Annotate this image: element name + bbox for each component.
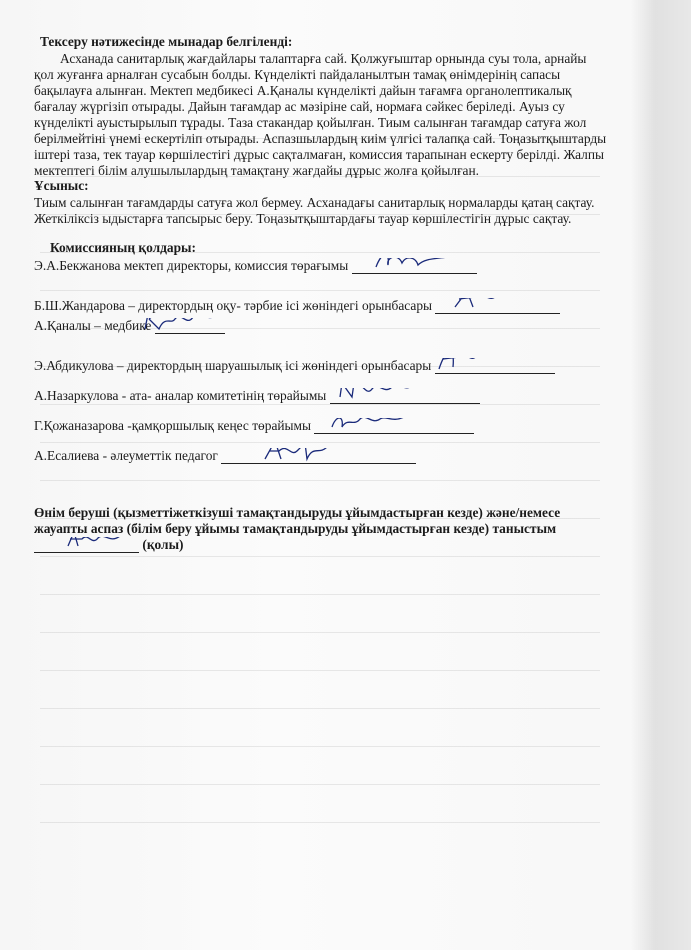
- handwritten-signature-icon: [141, 318, 221, 333]
- signature-line: [221, 449, 416, 464]
- findings-line-6: берілмейтіні үнемі ескертіліп отырады. Аспазшылардың киім үлгісі талапқа сай. Тоңазытқыштарды: [34, 131, 607, 146]
- findings-line-1: Асханада санитарлық жағдайлары талаптарға сай. Қолжуғыштар орнында суы тола, арнайы: [60, 51, 587, 66]
- signature-name: Г.Қожаназарова -қамқоршылық кеңес төрайымы: [34, 418, 312, 433]
- handwritten-signature-icon: [261, 448, 331, 463]
- proposal-line-2: Жеткіліксіз ыдыстарға тапсырыс беру. Тоңазытқыштардағы тауар көршілестігін дұрыс сақтау.: [34, 211, 572, 226]
- signature-name: А.Назаркулова - ата- аналар комитетінің төрайымы: [34, 388, 327, 403]
- footer-line-3: [34, 537, 644, 553]
- handwritten-signature-icon: [435, 358, 535, 373]
- signature-row-7: [34, 448, 644, 464]
- signature-row-4: [34, 358, 644, 374]
- findings-line-8: мектептегі білім алушылылардың тамақтану жағдайы дұрыс жолға қойылған.: [34, 163, 480, 178]
- findings-line-5: күнделікті ауыстырылып тұрады. Таза стакандар қойылған. Тиым салынған тағамдар сатуға жол: [34, 115, 587, 130]
- signature-name: Э.А.Бекжанова мектеп директоры, комиссия төрағымы: [34, 258, 349, 273]
- signature-line: [352, 259, 477, 274]
- handwritten-signature-icon: [449, 298, 539, 313]
- handwritten-signature-icon: [336, 388, 416, 403]
- footer-line-2: жауапты аспаз (білім беру ұйымы тамақтандыруды ұйымдастырған кезде) таныстым: [34, 521, 557, 536]
- findings-line-7: іштері таза, тек тауар көршілестігі дұрыс сақталмаған, комиссия тарапынан ескерту берілді. Жалпы: [34, 147, 605, 162]
- findings-line-3: бақылауға алынған. Мектеп медбикесі А.Қаналы күнделікті дайын тағамға органолептикалық: [34, 83, 572, 98]
- handwritten-signature-icon: [372, 258, 452, 273]
- bleed-through-table: [40, 120, 600, 860]
- signature-line: [330, 389, 480, 404]
- signature-line: [314, 419, 474, 434]
- handwritten-signature-icon: [328, 418, 408, 433]
- signature-row-2: [34, 298, 644, 314]
- findings-heading: Тексеру нәтижесінде мынадар белгіленді:: [40, 34, 293, 49]
- signature-row-6: [34, 418, 644, 434]
- handwritten-signature-icon: [64, 537, 124, 552]
- signature-row-5: [34, 388, 644, 404]
- proposal-line-1: Тиым салынған тағамдарды сатуға жол бермеу. Асханадағы санитарлық нормаларды қатаң сақтау.: [34, 195, 595, 210]
- signature-name: Б.Ш.Жандарова – директордың оқу- тәрбие ісі жөніндегі орынбасары: [34, 298, 433, 313]
- signature-line: [435, 299, 560, 314]
- findings-line-4: бағалау жүргізіп отырады. Дайын тағамдар ас мәзіріне сай, нормаға сәйкес беріледі. Ауыз су: [34, 99, 565, 114]
- signature-line: [435, 359, 555, 374]
- signature-name: Э.Абдикулова – директордың шаруашылық ісі жөніндегі орынбасары: [34, 358, 432, 373]
- footer-sign-label: (қолы): [142, 537, 184, 552]
- signature-row-1: [34, 258, 644, 274]
- proposals-heading: Ұсыныс:: [34, 178, 89, 193]
- footer-line-1: Өнім беруші (қызметтіжеткізуші тамақтандыруды ұйымдастырған кезде) және/немесе: [34, 505, 561, 520]
- signatures-heading: Комиссияның қолдары:: [50, 240, 196, 255]
- signature-line: [155, 319, 225, 334]
- signature-line: [34, 538, 139, 553]
- signature-row-3: [34, 318, 644, 334]
- signature-name: А.Қаналы – медбике: [34, 318, 152, 333]
- signature-name: А.Есалиева - әлеуметтік педагог: [34, 448, 218, 463]
- findings-line-2: қол жуғанға арналған сусабын болды. Күнделікті пайдаланылтын тамақ өнімдерінің сапасы: [34, 67, 561, 82]
